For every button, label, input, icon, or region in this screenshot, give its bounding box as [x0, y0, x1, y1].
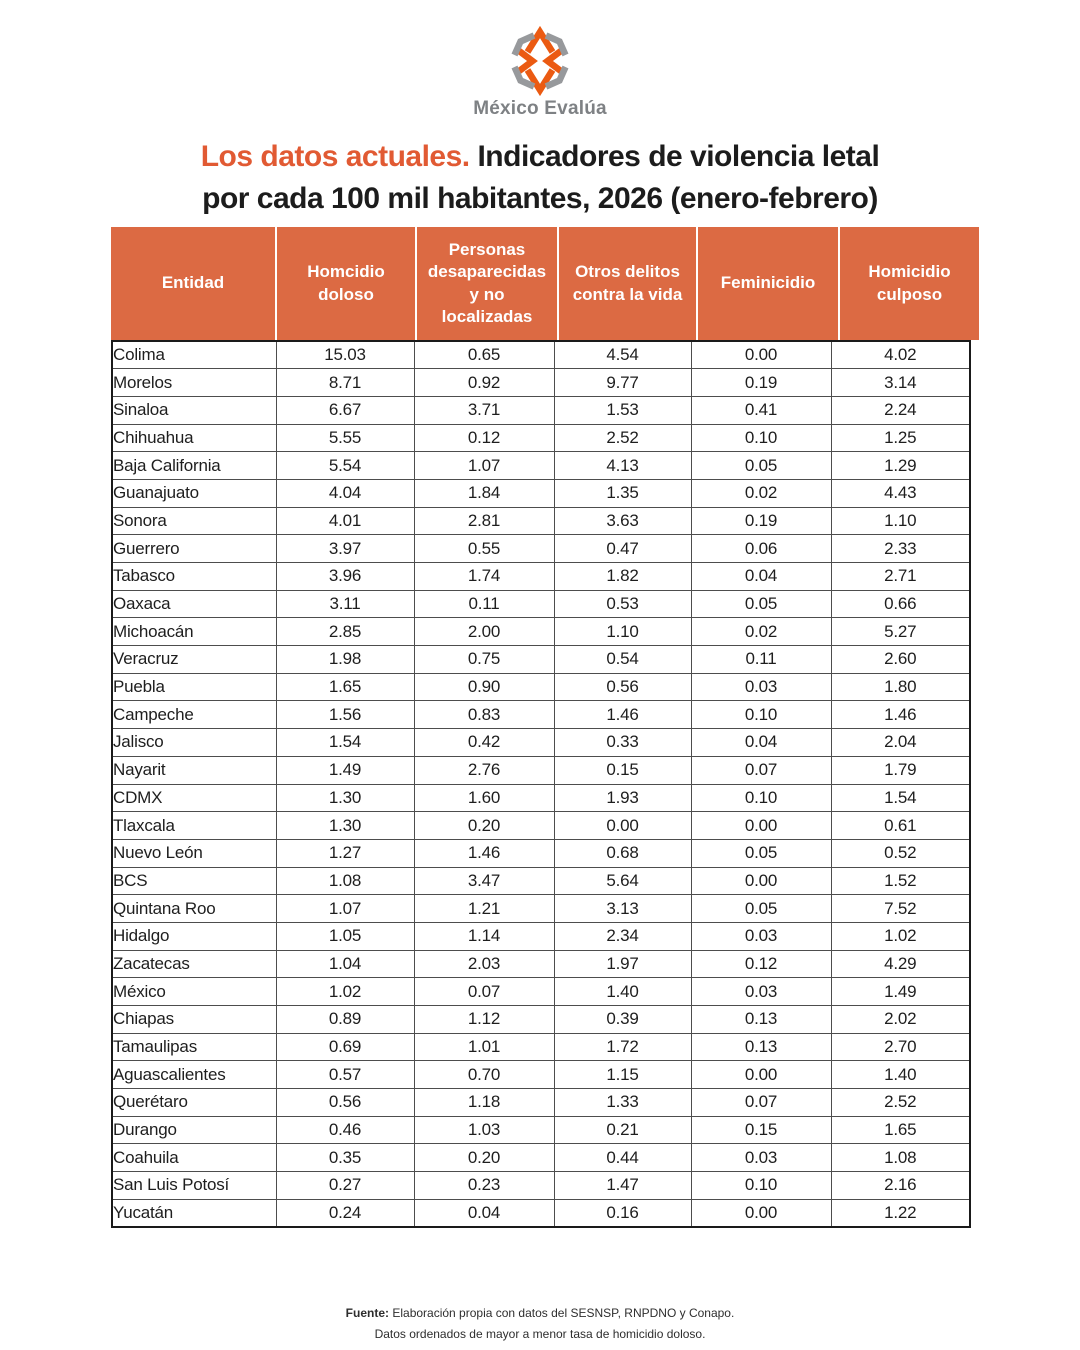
entity-cell: Tamaulipas [112, 1033, 276, 1061]
source-line [0, 1303, 1080, 1324]
value-cell: 0.03 [691, 978, 831, 1006]
value-cell: 0.66 [831, 590, 970, 618]
value-cell: 1.18 [414, 1089, 554, 1117]
page-title [0, 136, 1080, 220]
value-cell: 0.92 [414, 369, 554, 397]
value-cell: 15.03 [276, 341, 414, 369]
column-header-3: Otros delitos contra la vida [559, 227, 696, 340]
title-line1-rest: Indicadores de violencia letal [469, 140, 880, 173]
value-cell: 1.80 [831, 673, 970, 701]
value-cell: 2.04 [831, 729, 970, 757]
value-cell: 0.20 [414, 1144, 554, 1172]
value-cell: 1.54 [276, 729, 414, 757]
entity-cell: Sonora [112, 507, 276, 535]
value-cell: 1.56 [276, 701, 414, 729]
entity-cell: Sinaloa [112, 396, 276, 424]
value-cell: 1.27 [276, 839, 414, 867]
value-cell: 0.89 [276, 1006, 414, 1034]
value-cell: 0.00 [691, 812, 831, 840]
value-cell: 0.24 [276, 1199, 414, 1227]
table-row [112, 535, 970, 563]
value-cell: 1.10 [554, 618, 691, 646]
entity-cell: Morelos [112, 369, 276, 397]
value-cell: 0.23 [414, 1172, 554, 1200]
entity-cell: México [112, 978, 276, 1006]
table-row [112, 1033, 970, 1061]
value-cell: 2.16 [831, 1172, 970, 1200]
value-cell: 0.65 [414, 341, 554, 369]
entity-cell: Coahuila [112, 1144, 276, 1172]
value-cell: 4.04 [276, 479, 414, 507]
value-cell: 1.46 [831, 701, 970, 729]
column-header-2: Personas desaparecidas y no localizadas [417, 227, 557, 340]
value-cell: 1.40 [831, 1061, 970, 1089]
value-cell: 0.21 [554, 1116, 691, 1144]
value-cell: 1.10 [831, 507, 970, 535]
value-cell: 0.04 [691, 729, 831, 757]
value-cell: 2.71 [831, 563, 970, 591]
column-header-0: Entidad [111, 227, 275, 340]
value-cell: 0.05 [691, 452, 831, 480]
value-cell: 9.77 [554, 369, 691, 397]
value-cell: 0.04 [414, 1199, 554, 1227]
table-row [112, 1116, 970, 1144]
value-cell: 1.82 [554, 563, 691, 591]
value-cell: 4.43 [831, 479, 970, 507]
value-cell: 1.29 [831, 452, 970, 480]
entity-cell: Nayarit [112, 756, 276, 784]
value-cell: 2.00 [414, 618, 554, 646]
value-cell: 3.97 [276, 535, 414, 563]
value-cell: 1.93 [554, 784, 691, 812]
value-cell: 0.13 [691, 1006, 831, 1034]
value-cell: 1.60 [414, 784, 554, 812]
entity-cell: Tabasco [112, 563, 276, 591]
value-cell: 0.19 [691, 507, 831, 535]
value-cell: 0.03 [691, 673, 831, 701]
value-cell: 4.13 [554, 452, 691, 480]
table-row [112, 1144, 970, 1172]
entity-cell: Durango [112, 1116, 276, 1144]
table-row [112, 507, 970, 535]
value-cell: 1.46 [554, 701, 691, 729]
value-cell: 1.97 [554, 950, 691, 978]
table-row [112, 701, 970, 729]
table-row [112, 590, 970, 618]
entity-cell: Hidalgo [112, 922, 276, 950]
value-cell: 1.54 [831, 784, 970, 812]
value-cell: 0.46 [276, 1116, 414, 1144]
value-cell: 0.02 [691, 618, 831, 646]
value-cell: 0.11 [414, 590, 554, 618]
entity-cell: Jalisco [112, 729, 276, 757]
value-cell: 1.14 [414, 922, 554, 950]
title-line-1 [0, 136, 1080, 178]
value-cell: 1.53 [554, 396, 691, 424]
value-cell: 5.54 [276, 452, 414, 480]
value-cell: 1.49 [831, 978, 970, 1006]
table-body [111, 340, 971, 1228]
value-cell: 0.33 [554, 729, 691, 757]
value-cell: 2.52 [831, 1089, 970, 1117]
table-row [112, 424, 970, 452]
entity-cell: San Luis Potosí [112, 1172, 276, 1200]
value-cell: 0.12 [414, 424, 554, 452]
value-cell: 0.20 [414, 812, 554, 840]
value-cell: 0.19 [691, 369, 831, 397]
value-cell: 0.90 [414, 673, 554, 701]
value-cell: 5.27 [831, 618, 970, 646]
entity-cell: Querétaro [112, 1089, 276, 1117]
value-cell: 1.07 [276, 895, 414, 923]
value-cell: 0.10 [691, 701, 831, 729]
value-cell: 0.57 [276, 1061, 414, 1089]
table-row [112, 1199, 970, 1227]
value-cell: 2.52 [554, 424, 691, 452]
table-row [112, 479, 970, 507]
value-cell: 1.84 [414, 479, 554, 507]
value-cell: 2.03 [414, 950, 554, 978]
value-cell: 0.70 [414, 1061, 554, 1089]
value-cell: 0.52 [831, 839, 970, 867]
value-cell: 5.64 [554, 867, 691, 895]
value-cell: 0.61 [831, 812, 970, 840]
value-cell: 0.13 [691, 1033, 831, 1061]
entity-cell: Aguascalientes [112, 1061, 276, 1089]
value-cell: 3.11 [276, 590, 414, 618]
value-cell: 1.25 [831, 424, 970, 452]
source-note [0, 1303, 1080, 1345]
table-row [112, 646, 970, 674]
value-cell: 0.02 [691, 479, 831, 507]
value-cell: 1.74 [414, 563, 554, 591]
entity-cell: Chiapas [112, 1006, 276, 1034]
value-cell: 1.65 [276, 673, 414, 701]
value-cell: 0.05 [691, 839, 831, 867]
value-cell: 0.12 [691, 950, 831, 978]
table-row [112, 978, 970, 1006]
value-cell: 0.00 [691, 867, 831, 895]
table-row [112, 341, 970, 369]
value-cell: 0.56 [276, 1089, 414, 1117]
value-cell: 0.83 [414, 701, 554, 729]
value-cell: 1.47 [554, 1172, 691, 1200]
entity-cell: Chihuahua [112, 424, 276, 452]
value-cell: 0.05 [691, 895, 831, 923]
value-cell: 0.03 [691, 1144, 831, 1172]
value-cell: 1.08 [276, 867, 414, 895]
entity-cell: Guerrero [112, 535, 276, 563]
entity-cell: Guanajuato [112, 479, 276, 507]
value-cell: 0.55 [414, 535, 554, 563]
mexico-evalua-star-icon [502, 26, 578, 96]
value-cell: 0.68 [554, 839, 691, 867]
value-cell: 1.15 [554, 1061, 691, 1089]
value-cell: 3.14 [831, 369, 970, 397]
value-cell: 0.35 [276, 1144, 414, 1172]
value-cell: 3.47 [414, 867, 554, 895]
value-cell: 7.52 [831, 895, 970, 923]
table-row [112, 1006, 970, 1034]
entity-cell: Yucatán [112, 1199, 276, 1227]
value-cell: 0.00 [691, 1199, 831, 1227]
entity-cell: Nuevo León [112, 839, 276, 867]
value-cell: 1.30 [276, 784, 414, 812]
value-cell: 1.98 [276, 646, 414, 674]
value-cell: 1.07 [414, 452, 554, 480]
entity-cell: Tlaxcala [112, 812, 276, 840]
entity-cell: Baja California [112, 452, 276, 480]
value-cell: 1.40 [554, 978, 691, 1006]
value-cell: 1.01 [414, 1033, 554, 1061]
value-cell: 2.34 [554, 922, 691, 950]
value-cell: 0.16 [554, 1199, 691, 1227]
value-cell: 0.00 [554, 812, 691, 840]
table-row [112, 784, 970, 812]
value-cell: 0.27 [276, 1172, 414, 1200]
value-cell: 1.22 [831, 1199, 970, 1227]
entity-cell: Colima [112, 341, 276, 369]
value-cell: 1.08 [831, 1144, 970, 1172]
entity-cell: CDMX [112, 784, 276, 812]
value-cell: 0.07 [691, 1089, 831, 1117]
value-cell: 0.44 [554, 1144, 691, 1172]
value-cell: 2.76 [414, 756, 554, 784]
value-cell: 3.63 [554, 507, 691, 535]
value-cell: 1.03 [414, 1116, 554, 1144]
value-cell: 0.10 [691, 424, 831, 452]
column-header-4: Feminicidio [698, 227, 838, 340]
table-row [112, 673, 970, 701]
entity-cell: Zacatecas [112, 950, 276, 978]
value-cell: 0.07 [414, 978, 554, 1006]
value-cell: 1.72 [554, 1033, 691, 1061]
value-cell: 1.02 [831, 922, 970, 950]
value-cell: 3.13 [554, 895, 691, 923]
value-cell: 0.39 [554, 1006, 691, 1034]
table-header-row [111, 227, 969, 340]
entity-cell: Oaxaca [112, 590, 276, 618]
value-cell: 4.01 [276, 507, 414, 535]
table-row [112, 756, 970, 784]
entity-cell: Michoacán [112, 618, 276, 646]
table-row [112, 618, 970, 646]
value-cell: 1.65 [831, 1116, 970, 1144]
value-cell: 6.67 [276, 396, 414, 424]
value-cell: 1.35 [554, 479, 691, 507]
table-row [112, 729, 970, 757]
value-cell: 0.00 [691, 341, 831, 369]
indicators-table [111, 227, 969, 1228]
entity-cell: Veracruz [112, 646, 276, 674]
ordering-note: Datos ordenados de mayor a menor tasa de homicidio doloso. [374, 1327, 706, 1341]
value-cell: 0.69 [276, 1033, 414, 1061]
value-cell: 0.15 [554, 756, 691, 784]
value-cell: 5.55 [276, 424, 414, 452]
table-row [112, 1061, 970, 1089]
value-cell: 4.29 [831, 950, 970, 978]
value-cell: 0.11 [691, 646, 831, 674]
value-cell: 0.41 [691, 396, 831, 424]
value-cell: 1.04 [276, 950, 414, 978]
value-cell: 2.33 [831, 535, 970, 563]
value-cell: 2.24 [831, 396, 970, 424]
table-row [112, 867, 970, 895]
value-cell: 1.05 [276, 922, 414, 950]
brand-header [0, 26, 1080, 120]
entity-cell: Quintana Roo [112, 895, 276, 923]
title-line-2: por cada 100 mil habitantes, 2026 (enero-febrero) [202, 182, 878, 215]
entity-cell: BCS [112, 867, 276, 895]
value-cell: 0.10 [691, 1172, 831, 1200]
table-row [112, 922, 970, 950]
value-cell: 0.03 [691, 922, 831, 950]
value-cell: 0.05 [691, 590, 831, 618]
table-row [112, 396, 970, 424]
value-cell: 1.12 [414, 1006, 554, 1034]
value-cell: 0.06 [691, 535, 831, 563]
value-cell: 0.10 [691, 784, 831, 812]
value-cell: 2.60 [831, 646, 970, 674]
value-cell: 1.46 [414, 839, 554, 867]
brand-name: México Evalúa [473, 98, 607, 119]
value-cell: 0.00 [691, 1061, 831, 1089]
table-row [112, 1172, 970, 1200]
value-cell: 0.75 [414, 646, 554, 674]
column-header-1: Homcidio doloso [277, 227, 415, 340]
value-cell: 4.54 [554, 341, 691, 369]
value-cell: 8.71 [276, 369, 414, 397]
value-cell: 0.42 [414, 729, 554, 757]
title-accent: Los datos actuales. [200, 140, 470, 173]
value-cell: 0.47 [554, 535, 691, 563]
value-cell: 2.02 [831, 1006, 970, 1034]
value-cell: 1.33 [554, 1089, 691, 1117]
table-row [112, 1089, 970, 1117]
table-row [112, 369, 970, 397]
value-cell: 0.53 [554, 590, 691, 618]
table-row [112, 839, 970, 867]
source-label: Fuente: [345, 1306, 390, 1320]
value-cell: 0.04 [691, 563, 831, 591]
value-cell: 1.21 [414, 895, 554, 923]
value-cell: 0.15 [691, 1116, 831, 1144]
column-header-5: Homicidio culposo [840, 227, 979, 340]
value-cell: 4.02 [831, 341, 970, 369]
value-cell: 2.81 [414, 507, 554, 535]
value-cell: 0.07 [691, 756, 831, 784]
value-cell: 2.85 [276, 618, 414, 646]
entity-cell: Puebla [112, 673, 276, 701]
value-cell: 1.30 [276, 812, 414, 840]
value-cell: 1.49 [276, 756, 414, 784]
value-cell: 0.54 [554, 646, 691, 674]
entity-cell: Campeche [112, 701, 276, 729]
value-cell: 3.71 [414, 396, 554, 424]
table-row [112, 452, 970, 480]
value-cell: 1.52 [831, 867, 970, 895]
table-row [112, 812, 970, 840]
table-row [112, 895, 970, 923]
source-text: Elaboración propia con datos del SESNSP, RNPDNO y Conapo. [389, 1306, 735, 1320]
value-cell: 2.70 [831, 1033, 970, 1061]
value-cell: 0.56 [554, 673, 691, 701]
value-cell: 3.96 [276, 563, 414, 591]
table-row [112, 563, 970, 591]
value-cell: 1.79 [831, 756, 970, 784]
table-row [112, 950, 970, 978]
value-cell: 1.02 [276, 978, 414, 1006]
